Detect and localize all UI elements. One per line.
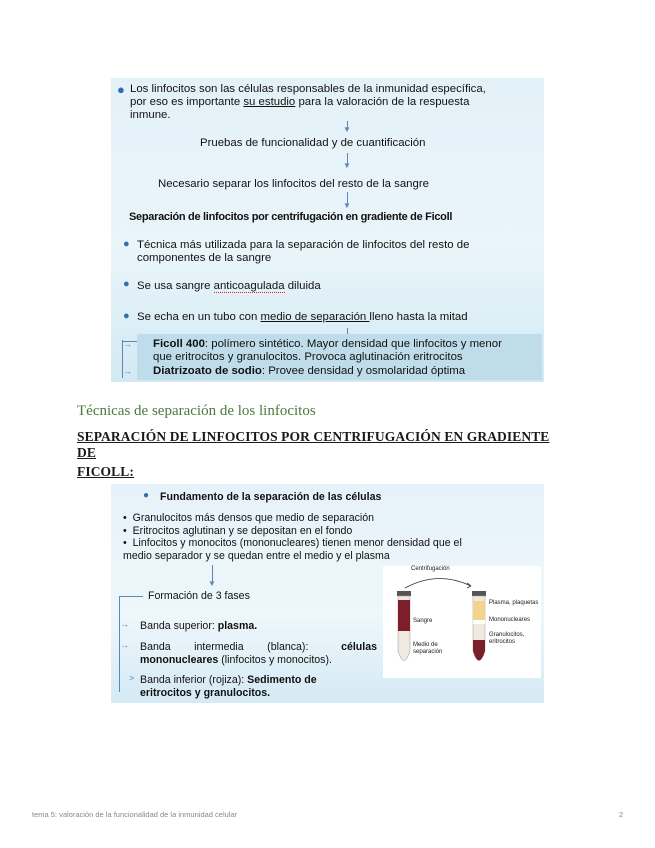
ficoll-heading: Separación de linfocitos por centrifugación en gradiente de Ficoll <box>129 211 453 223</box>
bullet-eritrocitos-text: Eritrocitos aglutinan y se depositan en el fondo <box>132 524 353 537</box>
ficoll-400-desc-2: que eritrocitos y granulocitos. Provoca aglutinación eritrocitos <box>153 351 463 363</box>
tube-blood-layer <box>398 600 410 631</box>
bullet-linfocitos: • Linfocitos y monocitos (mononucleares) tienen menor densidad que el <box>123 537 462 549</box>
bullet-granulocitos-text: Granulocitos más densos que medio de separación <box>132 512 375 524</box>
band-superior <box>140 620 257 633</box>
centrifugation-diagram <box>383 566 541 678</box>
band-superior-label: Banda superior: <box>140 620 218 632</box>
bullet-linfocitos-text: Linfocitos y monocitos (mononucleares) tienen menor densidad que el <box>132 537 462 549</box>
bullet-sangre-c: diluida <box>284 280 321 292</box>
tube-cap-icon <box>472 591 486 596</box>
intro-text-a: por eso es importante <box>130 96 244 108</box>
arrowhead-icon: ▼ <box>343 161 351 170</box>
intro-line-3: inmune. <box>130 109 171 121</box>
bullet-tubo-a: Se echa en un tubo con <box>137 311 261 323</box>
bullet-tubo <box>137 311 468 324</box>
label-sangre: Sangre <box>413 618 433 624</box>
step-pruebas: Pruebas de funcionalidad y de cuantificación <box>200 137 426 149</box>
band-intermedia-value-2: mononucleares <box>140 653 219 666</box>
section-subtitle-line-1: SEPARACIÓN DE LINFOCITOS POR CENTRIFUGACIÓN EN GRADIENTE DE <box>77 429 550 460</box>
label-medio-2: separación <box>413 649 443 655</box>
label-mononucleares: Mononucleares <box>489 617 531 623</box>
band-inferior-label: Banda inferior (rojiza): <box>140 674 248 686</box>
intro-paragraph <box>130 83 540 122</box>
band-inferior-value: Sedimento de <box>247 674 317 686</box>
bullet-dot-icon: ● <box>123 278 130 290</box>
right-arrow-icon: → <box>120 640 129 650</box>
arrowhead-icon: ▼ <box>208 579 216 588</box>
label-centrifugacion: Centrifugación <box>411 566 450 572</box>
fundamento-bullets <box>123 512 538 562</box>
ficoll-400-label: Ficoll 400 <box>153 338 205 350</box>
bullet-linfocitos-text-2: medio separador y se quedan entre el medio y el plasma <box>123 549 390 562</box>
fundamento-heading: Fundamento de la separación de las células <box>160 491 382 503</box>
label-medio-1: Medio de <box>413 642 438 648</box>
tube-mononuclear-layer <box>473 620 485 624</box>
right-arrow-icon: → <box>123 366 132 376</box>
bullet-eritrocitos: • Eritrocitos aglutinan y se depositan en el fondo <box>123 524 353 537</box>
label-medio <box>413 642 442 656</box>
bullet-dot-icon: ● <box>117 82 125 97</box>
bullet-tubo-b: medio de separación <box>260 311 370 323</box>
band-intermedia-desc: (linfocitos y monocitos). <box>218 653 332 666</box>
step-separar: Necesario separar los linfocitos del resto de la sangre <box>158 178 429 190</box>
diatrizoato-text <box>153 365 465 378</box>
bullet-dot-icon: ● <box>143 490 150 501</box>
footer-title: tema 5: valoración de la funcionalidad de la inmunidad celular <box>32 810 238 819</box>
fases-label: Formación de 3 fases <box>148 590 250 602</box>
intro-underlined: su estudio <box>243 96 296 108</box>
section-subtitle <box>77 429 557 480</box>
right-arrow-icon: → <box>123 339 132 349</box>
band-intermedia <box>140 641 377 666</box>
tube-cap-icon <box>397 591 411 596</box>
bullet-sangre <box>137 280 321 293</box>
tube-plasma-layer <box>473 601 485 620</box>
section-subtitle-line-2: FICOLL: <box>77 464 134 479</box>
page-number: 2 <box>619 810 624 819</box>
band-superior-value: plasma. <box>217 620 258 632</box>
arrowhead-icon: ▼ <box>343 201 351 210</box>
right-arrow-icon: > <box>129 673 135 683</box>
bracket-line <box>119 596 143 597</box>
section-title: Técnicas de separación de los linfocitos <box>77 403 316 419</box>
bullet-dot-icon: ● <box>123 238 130 250</box>
slide-ficoll-intro <box>111 78 544 382</box>
bullet-tubo-c: lleno hasta la mitad <box>369 311 468 323</box>
diatrizoato-label: Diatrizoato de sodio <box>153 365 262 377</box>
ficoll-400-text <box>153 338 543 364</box>
band-intermedia-label: Banda intermedia (blanca): <box>140 641 309 653</box>
ficoll-400-desc: : polímero sintético. Mayor densidad que linfocitos y menor <box>204 338 502 350</box>
bullet-tecnica <box>137 239 542 265</box>
label-granulocitos <box>489 632 524 646</box>
bullet-tecnica-line-2: componentes de la sangre <box>137 252 272 264</box>
arrowhead-icon: ▼ <box>343 125 351 134</box>
bullet-sangre-b: anticoagulada <box>213 280 285 292</box>
slide-fundamento <box>111 484 544 703</box>
bullet-granulocitos: • Granulocitos más densos que medio de separación <box>123 512 375 524</box>
tube-erythrocyte-layer <box>473 640 485 661</box>
diatrizoato-desc: : Provee densidad y osmolaridad óptima <box>261 365 466 377</box>
label-granulocitos-2: eritrocitos <box>489 639 516 645</box>
band-intermedia-value: células <box>341 641 377 653</box>
label-granulocitos-1: Granulocitos, <box>489 632 525 638</box>
band-inferior-value-2: eritrocitos y granulocitos. <box>140 686 271 699</box>
intro-line-1: Los linfocitos son las células responsables de la inmunidad específica, <box>130 83 486 95</box>
bullet-sangre-a: Se usa sangre <box>137 280 214 292</box>
right-arrow-icon: → <box>120 619 129 629</box>
intro-text-b: para la valoración de la respuesta <box>295 96 470 108</box>
intro-line-2 <box>130 96 540 109</box>
band-inferior <box>140 674 317 699</box>
bullet-tecnica-line-1: Técnica más utilizada para la separación de linfocitos del resto de <box>137 239 470 251</box>
centrifugation-arrow-icon <box>405 578 471 588</box>
label-plasma: Plasma, plaquetas <box>489 600 539 606</box>
bullet-dot-icon: ● <box>123 310 130 322</box>
